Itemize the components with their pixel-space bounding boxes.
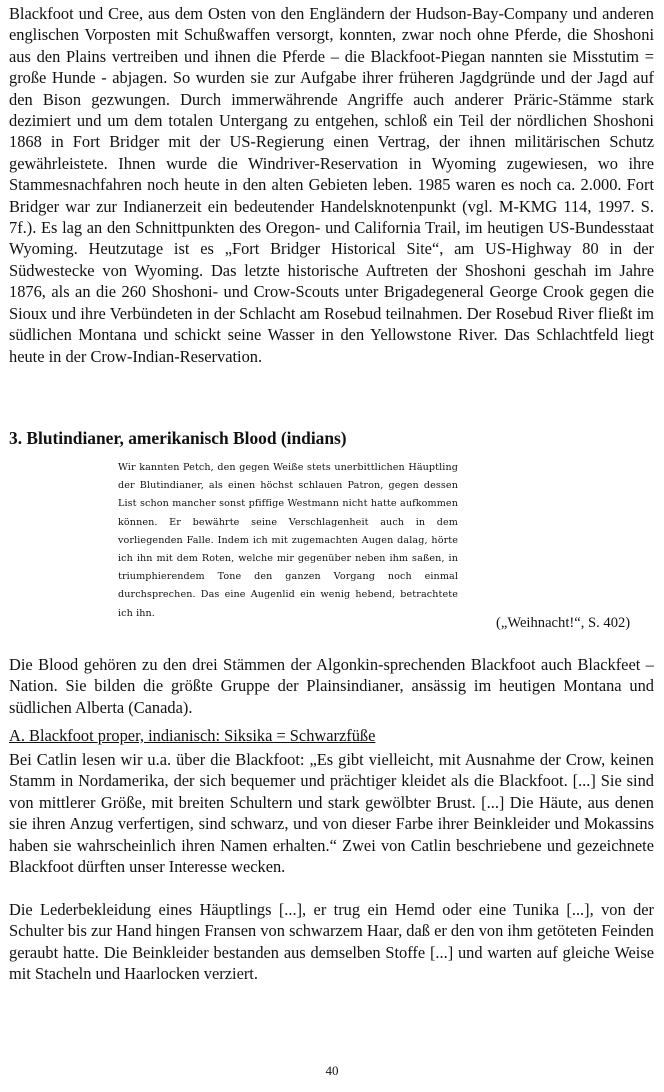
fraktur-quote: Wir kannten Petch, den gegen Weiße stets unerbittlichen Häuptling der Blutindianer, als einen höchst schlauen Patron, gegen dessen List schon mancher sonst pfiffige Westmann nicht hatte aufkommen können. Er bewährte seine Verschlagenheit auch in dem vorliegenden Falle. Indem ich mit zugemachten Augen dalag, hörte ich ihn mit dem Roten, welche mir gegenüber neben ihm saßen, in triumphierendem Tone den ganzen Vorgang noch einmal durchsprechen. Das eine Augenlid ein wenig hebend, betrachtete ich ihn.: [118, 462, 458, 619]
page-number: 40: [325, 1063, 339, 1078]
quote-source: („Weihnacht!“, S. 402): [496, 615, 631, 631]
paragraph-chief-clothing: Die Lederbekleidung eines Häuptlings [...], er trug ein Hemd oder eine Tunika [...], von der Schulter bis zur Hand hingen Fransen von schwarzem Haar, daß er den von ihm getöteten Feinden geraubt hatte. Die Beinkleider bestanden aus demselben Stoffe [...] und warten auf gleiche Weise mit Stacheln und Haarlocken verziert.: [9, 900, 654, 984]
paragraph-shoshoni-history: Blackfoot und Cree, aus dem Osten von den Engländern der Hudson-Bay-Company und anderen englischen Vorposten mit Schußwaffen versorgt, konnten, zwar noch ohne Pferde, die Shoshoni aus den Plains vertreiben und ihnen die Pferde – die Blackfoot-Piegan nannten sie Misstutim = große Hunde - abjagen. So wurden sie zur Aufgabe ihrer früheren Jagdgründe und der Jagd auf den Bison gezwungen. Durch immerwährende Angriffe auch anderer Präric-Stämme stark dezimiert und um dem totalen Untergang zu entgehen, schloß ein Teil der nördlichen Shoshoni 1868 in Fort Bridger mit der US-Regierung einen Vertrag, der ihnen militärischen Schutz gewährleistete. Ihnen wurde die Windriver-Reservation in Wyoming zugewiesen, wo ihre Stammesnachfahren noch heute in den alten Gebieten leben. 1985 waren es noch ca. 2.000. Fort Bridger war zur Indianerzeit ein bedeutender Handelsknotenpunkt (vgl. M-KMG 114, 1997. S. 7f.). Es lag an den Schnittpunkten des Oregon- und California Trail, im heutigen US-Bundesstaat Wyoming. Heutzutage ist es „Fort Bridger Historical Site“, am US-Highway 80 in der Südwestecke von Wyoming. Das letzte historische Auftreten der Shoshoni geschah im Jahre 1876, als an die 260 Shoshoni- und Crow-Scouts unter Brigadegeneral George Crook gegen die Sioux und ihre Verbündeten in der Schlacht am Rosebud teilnahmen. Der Rosebud River fließt im südlichen Montana und schickt seine Wasser in den Yellowstone River. Das Schlachtfeld liegt heute in der Crow-Indian-Reservation.: [9, 4, 654, 366]
paragraph-blood-intro: Die Blood gehören zu den drei Stämmen der Algonkin-sprechenden Blackfoot auch Blackfeet – Nation. Sie bilden die größte Gruppe der Plainsindianer, ansässig im heutigen Montana und südlichen Alberta (Canada).: [9, 655, 654, 717]
section-heading: 3. Blutindianer, amerikanisch Blood (indians): [9, 428, 347, 448]
paragraph-catlin: Bei Catlin lesen wir u.a. über die Blackfoot: „Es gibt vielleicht, mit Ausnahme der Crow, keinen Stamm in Nordamerika, der sich bequemer und prächtiger kleidet als die Blackfoot. [...] Sie sind von mittlerer Größe, mit breiten Schultern und stark gewölbter Brust. [...] Die Häute, aus denen sie ihren Anzug verfertigen, sind schwarz, und von dieser Farbe ihrer Beinkleider und Mokassins haben sie wahrscheinlich ihren Namen erhalten.“ Zwei von Catlin beschriebene und gezeichnete Blackfoot dürften unser Interesse wecken.: [9, 750, 654, 877]
subheading-blackfoot-proper: A. Blackfoot proper, indianisch: Siksika = Schwarzfüße: [9, 726, 376, 745]
